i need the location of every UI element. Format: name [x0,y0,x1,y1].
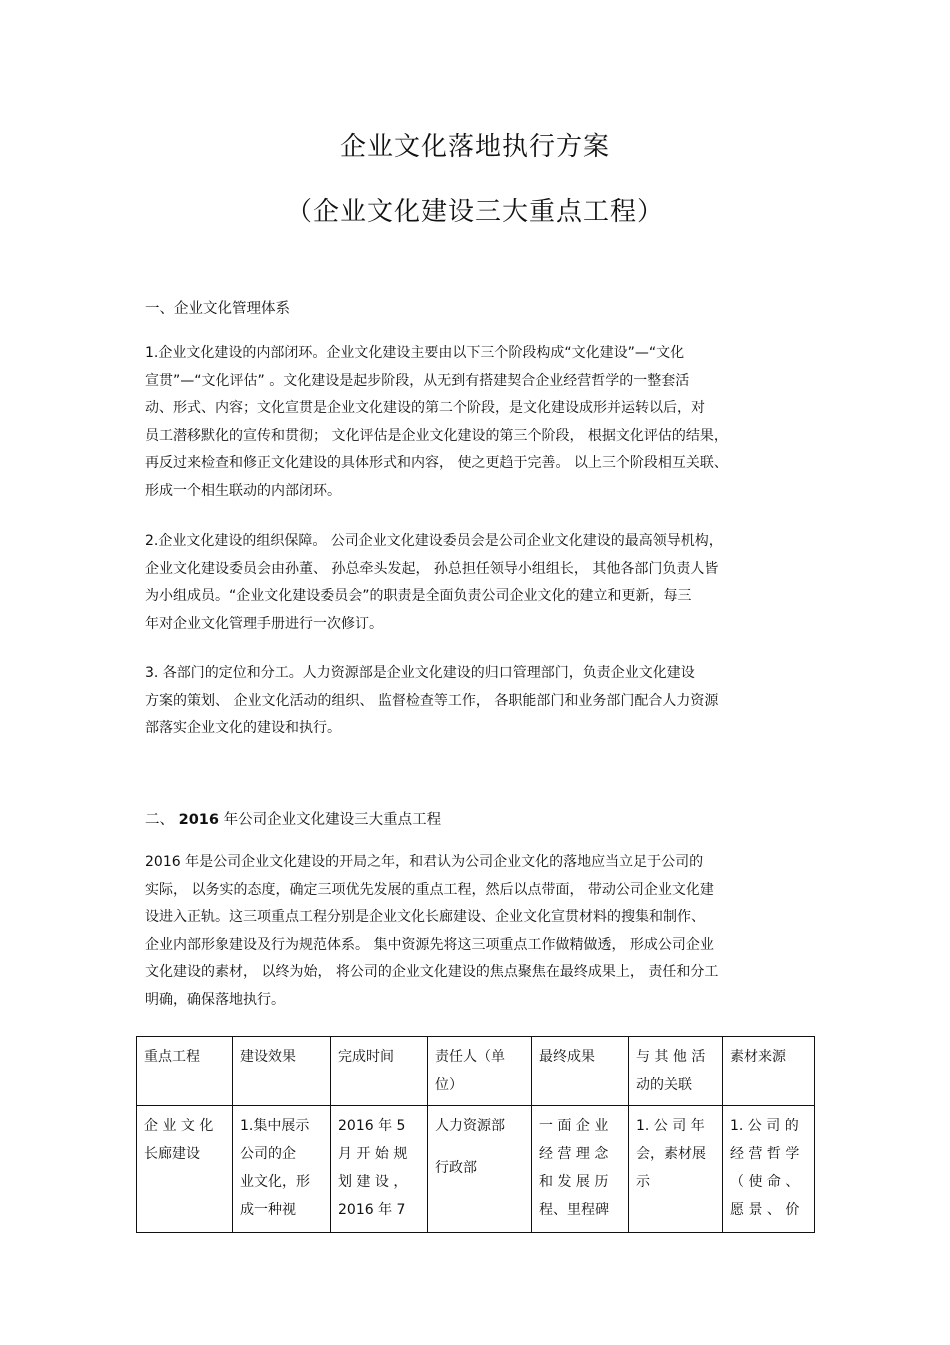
cell-line: 1. 公 司 年 [636,1118,705,1134]
section-1-paragraph-3 [145,660,805,743]
section-2-heading [145,808,441,829]
text-line: 形成一个相生联动的内部闭环。 [145,482,341,499]
cell-line: 与 其 他 活 [636,1049,706,1065]
cell-line: 一 面 企 业 [539,1118,609,1134]
cell-line: 最终成果 [539,1049,595,1065]
section-1-heading: 一、企业文化管理体系 [145,301,290,317]
table-cell [532,1106,629,1233]
cell-line: 会，素材展 [636,1146,706,1162]
cell-line: 2016 年 5 [338,1118,406,1134]
table-header-cell [428,1037,532,1106]
text-line: 企业文化建设委员会由孙董、 孙总牵头发起， 孙总担任领导小组组长， 其他各部门负责人皆 [145,560,719,577]
cell-line: 素材来源 [730,1049,786,1065]
text-line: 设进入正轨。这三项重点工程分别是企业文化长廊建设、企业文化宣贯材料的搜集和制作、 [145,909,705,926]
cell-line: 完成时间 [338,1049,394,1065]
text-line: 动、形式、内容；文化宣贯是企业文化建设的第二个阶段，是文化建设成形并运转以后，对 [145,400,705,417]
table-cell [629,1106,723,1233]
table-header-cell [331,1037,428,1106]
table-cell [137,1106,233,1233]
section-2-paragraph [145,849,805,1015]
cell-line: 1.集中展示 [240,1118,310,1134]
section-1-paragraph-1 [145,340,805,506]
cell-line: 企 业 文 化 [144,1118,214,1134]
table-cell [331,1106,428,1233]
cell-line: 2016 年 7 [338,1202,406,1218]
text-line: 1.企业文化建设的内部闭环。企业文化建设主要由以下三个阶段构成“文化建设”—“文化 [145,345,685,361]
text-line: 再反过来检查和修正文化建设的具体形式和内容， 使之更趋于完善。 以上三个阶段相互关联、 [145,455,728,472]
text-line: 为小组成员。“企业文化建设委员会”的职责是全面负责公司企业文化的建立和更新，每三 [145,588,692,605]
text-line: 2016 年是公司企业文化建设的开局之年，和君认为公司企业文化的落地应当立足于公司的 [145,854,704,870]
table-cell [233,1106,331,1233]
cell-line: 愿 景 、 价 [730,1202,800,1218]
cell-line: 行政部 [435,1160,477,1176]
cell-line: 公司的企 [240,1146,296,1162]
table-header-cell [723,1037,815,1106]
cell-line: 建设效果 [240,1049,296,1065]
table-header-row [137,1037,815,1106]
cell-line: 划 建 设 ， [338,1174,408,1190]
cell-line: 业文化，形 [240,1174,310,1190]
text-line: 明确，确保落地执行。 [145,991,285,1008]
cell-line: 程、里程碑 [539,1202,609,1218]
text-line: 年对企业文化管理手册进行一次修订。 [145,615,383,632]
table-row [137,1106,815,1233]
cell-line: 示 [636,1174,650,1190]
cell-line: 月 开 始 规 [338,1146,408,1162]
cell-line: 经 营 哲 学 [730,1146,800,1162]
cell-line: 长廊建设 [144,1146,200,1162]
cell-line: 成一种视 [240,1202,296,1218]
section-2-heading-year: 2016 [178,812,219,828]
cell-line: 经 营 理 念 [539,1146,609,1162]
text-line: 实际， 以务实的态度，确定三项优先发展的重点工程，然后以点带面， 带动公司企业文化建 [145,881,714,898]
table-cell [428,1106,532,1233]
table-header-cell [233,1037,331,1106]
cell-line: 1. 公 司 的 [730,1118,799,1134]
section-2-heading-text: 年公司企业文化建设三大重点工程 [218,812,442,828]
cell-line: 动的关联 [636,1077,692,1093]
cell-line: 位） [435,1077,463,1093]
text-line: 员工潜移默化的宣传和贯彻； 文化评估是企业文化建设的第三个阶段， 根据文化评估的结果， [145,427,728,444]
text-line: 2.企业文化建设的组织保障。 公司企业文化建设委员会是公司企业文化建设的最高领导机构， [145,533,723,549]
text-line: 方案的策划、 企业文化活动的组织、 监督检查等工作， 各职能部门和业务部门配合人力资源 [145,692,719,709]
table-cell [723,1106,815,1233]
cell-line: 和 发 展 历 [539,1174,609,1190]
text-line: 文化建设的素材， 以终为始， 将公司的企业文化建设的焦点聚焦在最终成果上， 责任和分工 [145,964,719,981]
cell-line: 重点工程 [144,1049,200,1065]
text-line: 企业内部形象建设及行为规范体系。 集中资源先将这三项重点工作做精做透， 形成公司企业 [145,936,714,953]
text-line: 宣贯”—“文化评估” 。文化建设是起步阶段，从无到有搭建契合企业经营哲学的一整套活 [145,372,690,389]
table-header-cell [137,1037,233,1106]
key-projects-table [136,1036,815,1233]
document-subtitle: （企业文化建设三大重点工程） [285,197,664,227]
section-2-heading-prefix: 二、 [145,812,179,828]
text-line: 部落实企业文化的建设和执行。 [145,720,341,737]
table-header-cell [629,1037,723,1106]
document-title: 企业文化落地执行方案 [339,132,610,162]
section-1-paragraph-2 [145,528,805,638]
cell-line: （ 使 命 、 [730,1174,800,1190]
cell-line: 人力资源部 [435,1118,505,1134]
cell-line: 责任人（单 [435,1049,505,1065]
table-header-cell [532,1037,629,1106]
text-line: 3. 各部门的定位和分工。人力资源部是企业文化建设的归口管理部门，负责企业文化建设 [145,665,695,681]
